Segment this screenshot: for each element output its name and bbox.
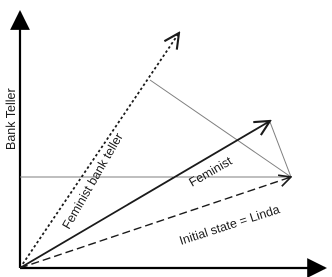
feminist-label: Feminist <box>186 153 235 190</box>
initial-state-label: Initial state = Linda <box>177 202 282 248</box>
feminist-bank-teller-label: Feminist bank teller <box>59 130 126 232</box>
feminist-bank-teller-vector <box>20 33 179 268</box>
projection-to-feminist-tip <box>270 122 291 177</box>
y-axis-label: Bank Teller <box>4 88 18 150</box>
feminist-vector <box>20 121 270 268</box>
